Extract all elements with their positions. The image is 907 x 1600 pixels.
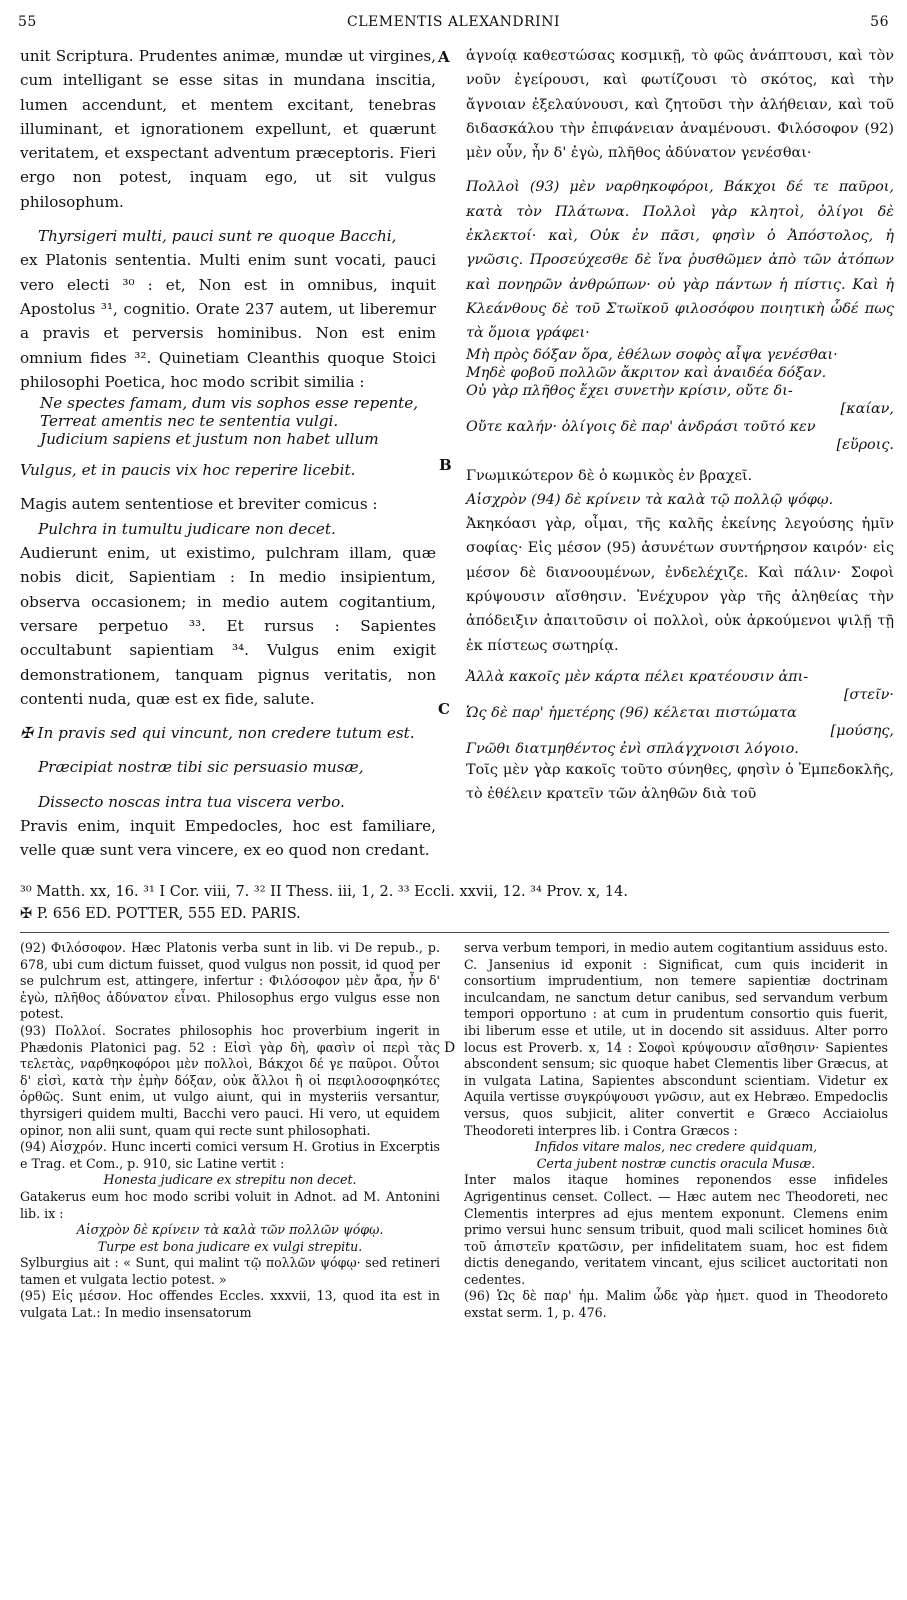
verse-line: Ne spectes famam, dum vis sophos esse repente, [40,394,419,413]
latin-column [20,44,436,863]
scripture-references [20,881,889,925]
verse-line: Οὐ γὰρ πλῆθος ἔχει συνετὴν κρίσιν, οὔτε δι- [466,382,793,399]
greek-paragraph: Γνωμικώτερον δὲ ὁ κωμικὸς ἐν βραχεῖ. [466,467,753,484]
note: (95) Εἰς μέσον. Hoc offendes Eccles. xxxvii, 13, quod ita est in vulgata Lat.: In medio insensatorum [20,1288,440,1321]
note: Inter malos itaque homines reponendos esse infideles Agrigentinus censet. Collect. — Hæc autem nec Theodoreti, nec Clementis interpres ad ejus mentem exponunt. Clemens enim primo versui hunc sensum tribuit, quod mali scilicet homines διὰ τοῦ ἀπιστεῖν κρατῶσιν, per infidelitatem suam, hoc est fidem dictis denegando, veritatem vincant, ejus scilicet auctoritati non cedentes. [464,1172,888,1287]
latin-verse: ✠ In pravis sed qui vincunt, non credere tutum est. [20,724,415,743]
page-number-left: 55 [18,14,37,30]
divider [20,932,889,933]
latin-paragraph: Audierunt enim, ut existimo, pulchram illam, quæ nobis dicit, Sapientiam : In medio insipientum, observa occasionem; in medio autem cogitantium, versare perpetuo ³³. Et rursus : Sapientes occultabunt sapientiam ³⁴. Vulgus enim exigit demonstrationem, tanquam pignus veritatis, non contenti nuda, quæ est ex fide, salute. [20,544,436,708]
note-quote: Honesta judicare ex strepitu non decet. [103,1172,357,1188]
note: (94) Αἰσχρόν. Hunc incerti comici versum H. Grotius in Excerptis e Trag. et Com., p. 910, sic Latine vertit : [20,1139,440,1171]
latin-paragraph: Magis autem sententiose et breviter comicus : [20,495,378,514]
greek-verse: Πολλοὶ (93) μὲν ναρθηκοφόροι, Βάκχοι δέ τε παῦροι, κατὰ τὸν Πλάτωνα. Πολλοὶ γὰρ κλητοὶ, ὀλίγοι δὲ ἐκλεκτοί· καὶ, Οὐκ ἐν πᾶσι, φησὶν ὁ Ἀπόστολος, ἡ γνῶσις. Προσεύχεσθε δὲ ἵνα ῥυσθῶμεν ἀπὸ τῶν ἀτόπων καὶ πονηρῶν ἀνθρώπων· οὐ γὰρ πάντων ἡ πίστις. Καὶ ἡ Κλεάνθους δὲ τοῦ Στωϊκοῦ φιλοσόφου ποιητικὴ ὧδέ πως τὰ ὅμοια γράφει· [466,179,894,342]
verse-line: Μηδὲ φοβοῦ πολλῶν ἄκριτον καὶ ἀναιδέα δόξαν. [466,364,827,381]
edition-reference: ✠ P. 656 ED. POTTER, 555 ED. PARIS. [20,906,301,922]
note-quote: Certa jubent nostræ cunctis oracula Musæ. [536,1155,816,1171]
greek-column [466,44,894,807]
note-quote: Αἰσχρὸν δὲ κρίνειν τὰ καλὰ τῶν πολλῶν ψόφῳ. [76,1222,384,1238]
verse-line: Μὴ πρὸς δόξαν ὅρα, ἐθέλων σοφὸς αἶψα γενέσθαι· [466,346,838,363]
note-quote: Infidos vitare malos, nec credere quidquam, [534,1139,818,1155]
latin-verse: Dissecto noscas intra tua viscera verbo. [38,792,345,811]
greek-verse: Αἰσχρὸν (94) δὲ κρίνειν τὰ καλὰ τῷ πολλῷ ψόφῳ. [466,491,834,508]
page-number-right: 56 [870,14,889,30]
margin-marker-c: C [438,700,450,718]
latin-verse-block [20,394,436,448]
verse-line: Ἀλλὰ κακοῖς μὲν κάρτα πέλει κρατέουσιν ἀπι- [466,668,809,685]
greek-paragraph: Ἀκηκόασι γὰρ, οἶμαι, τῆς καλῆς ἐκείνης λεγούσης ἡμῖν σοφίας· Εἰς μέσον (95) ἀσυνέτων συντήρησον καιρόν· εἰς μέσον δὲ διανοουμένων, ἐνδελέχιζε. Καὶ πάλιν· Σοφοὶ κρύψουσιν αἴσθησιν. Ἐνέχυρον γὰρ τῆς ἀληθείας τὴν ἀπόδειξιν ἀπαιτοῦσιν οἱ πολλοὶ, οὐκ ἀρκούμενοι ψιλῇ τῇ ἐκ πίστεως σωτηρίᾳ. [466,516,894,654]
greek-paragraph: ἁγνοίᾳ καθεστώσας κοσμικῇ, τὸ φῶς ἀνάπτουσι, καὶ τὸν νοῦν ἐγείρουσι, καὶ φωτίζουσι τὸ σκότος, καὶ τὴν ἄγνοιαν ἐξελαύνουσι, καὶ ζητοῦσι τὴν ἀλήθειαν, καὶ τοῦ διδασκάλου τὴν ἐπιφάνειαν ἀναμένουσι. Φιλόσοφον (92) μὲν οὖν, ἦν δ' ἐγὼ, πλῆθος ἀδύνατον γενέσθαι· [466,48,894,162]
notes-right-column [464,940,888,1322]
margin-marker-b: B [439,456,452,474]
verse-line: Terreat amentis nec te sententia vulgi. [40,412,339,431]
running-title: CLEMENTIS ALEXANDRINI [347,14,560,30]
note: Gatakerus eum hoc modo scribi voluit in Adnot. ad M. Antonini lib. ix : [20,1188,440,1221]
verse-line: Γνῶθι διατμηθέντος ἐνὶ σπλάγχνοισι λόγοιο. [466,740,799,757]
latin-verse: Præcipiat nostræ tibi sic persuasio musæ, [38,758,364,777]
note: (93) Πολλοί. Socrates philosophis hoc proverbium ingerit in Phædonis Platonici pag. 52 : Εἰσὶ γὰρ δὴ, φασὶν οἱ περὶ τὰς τελετὰς, ναρθηκοφόροι μὲν πολλοὶ, Βάκχοι δέ γε παῦροι. Οὗτοι δ' εἰσὶ, κατὰ τὴν ἐμὴν δόξαν, οὐκ ἄλλοι ἢ οἱ πεφιλοσοφηκότες ὀρθῶς. Sunt enim, ut vulgo aiunt, qui in mysteriis versantur, thyrsigeri quidem multi, Bacchi vero pauci. Hi vero, ut equidem opinor, non alii sunt, quam qui recte sunt philosophati. [20,1022,440,1138]
greek-verse-block [466,668,894,758]
greek-paragraph: Τοῖς μὲν γὰρ κακοῖς τοῦτο σύνηθες, φησὶν ὁ Ἐμπεδοκλῆς, τὸ ἐθέλειν κρατεῖν τῶν ἀληθῶν διὰ τοῦ [466,761,894,803]
margin-marker-d: D [444,1040,456,1056]
latin-verse: Vulgus, et in paucis vix hoc reperire licebit. [20,461,356,480]
note: serva verbum tempori, in medio autem cogitantium assiduus esto. C. Jansenius id exponit : Significat, cum quis inciderit in consortium imprudentium, non temere sapientiæ doctrinam inculcandam, ne sanctum detur canibus, sed servandum verbum tempori opportuno : at cum in prudentum consortio quis fuerit, ibi liberum esse et utile, ut in docendo sit assiduus. Alter porro locus est Proverb. x, 14 : Σοφοὶ κρύψουσιν αἴσθησιν· Sapientes abscondent sensum; sic quoque habet Clementis liber Græcus, at in vulgata Latina, Sapientes abscondunt scientiam. Videtur ex Aquila vertisse συγκρύψουσι γνῶσιν, aut ex Hebræo. Empedoclis versus, quos subjicit, aliter convertit e Græco Acciaiolus Theodoreti interpres lib. i Contra Græcos : [464,940,888,1138]
verse-line: [στεῖν· [843,686,894,703]
note-quote: Turpe est bona judicare ex vulgi strepitu. [97,1238,363,1254]
latin-verse: Pulchra in tumultu judicare non decet. [38,519,336,538]
latin-verse: Thyrsigeri multi, pauci sunt re quoque Bacchi, [38,227,397,246]
greek-verse-block [466,346,894,454]
page-header [18,14,889,36]
note: (92) Φιλόσοφον. Hæc Platonis verba sunt in lib. vi De repub., p. 678, ubi cum dictum fuisset, quod vulgus non possit, id quod per se pulchrum est, attingere, infertur : Φιλόσοφον μὲν ἄρα, ἦν δ' ἐγὼ, πλῆθος ἀδύνατον εἶναι. Philosophus ergo vulgus esse non potest. [20,940,440,1022]
margin-marker-a: A [438,48,450,66]
reference-line: ³⁰ Matth. xx, 16. ³¹ I Cor. viii, 7. ³² II Thess. iii, 1, 2. ³³ Eccli. xxvii, 12. ³⁴ Prov. x, 14. [20,884,628,900]
verse-line: [εὕροις. [836,436,894,453]
latin-paragraph: ex Platonis sententia. Multi enim sunt vocati, pauci vero electi ³⁰ : et, Non est in omnibus, inquit Apostolus ³¹, cognitio. Orate 237 autem, ut liberemur a pravis et perversis hominibus. Non est enim omnium fides ³². Quinetiam Cleanthis quoque Stoici philosophi Poetica, hoc modo scribit similia : [20,251,436,391]
verse-line: Judicium sapiens et justum non habet ullum [40,430,379,449]
latin-paragraph: unit Scriptura. Prudentes animæ, mundæ ut virgines, cum intelligant se esse sitas in mundana inscitia, lumen accendunt, et mentem excitant, tenebras illuminant, et ignorationem expellunt, et quærunt veritatem, et exspectant adventum præceptoris. Fieri ergo non potest, inquam ego, ut sit vulgus philosophum. [20,47,436,211]
latin-paragraph: Pravis enim, inquit Empedocles, hoc est familiare, velle quæ sunt vera vincere, ex eo quod non credant. [20,817,436,860]
notes-left-column [20,940,440,1322]
verse-line: Ὡς δὲ παρ' ἡμετέρης (96) κέλεται πιστώματα [466,704,797,721]
note: (96) Ὡς δὲ παρ' ἡμ. Malim ὧδε γὰρ ἡμετ. quod in Theodoreto exstat serm. 1, p. 476. [464,1288,888,1321]
verse-line: [μούσης, [830,722,894,739]
verse-line: [καίαν, [840,400,894,417]
verse-line: Οὔτε καλήν· ὀλίγοις δὲ παρ' ἀνδράσι τοῦτό κεν [466,418,816,435]
note: Sylburgius ait : « Sunt, qui malint τῷ πολλῶν ψόφῳ· sed retineri tamen et vulgata lectio potest. » [20,1255,440,1287]
